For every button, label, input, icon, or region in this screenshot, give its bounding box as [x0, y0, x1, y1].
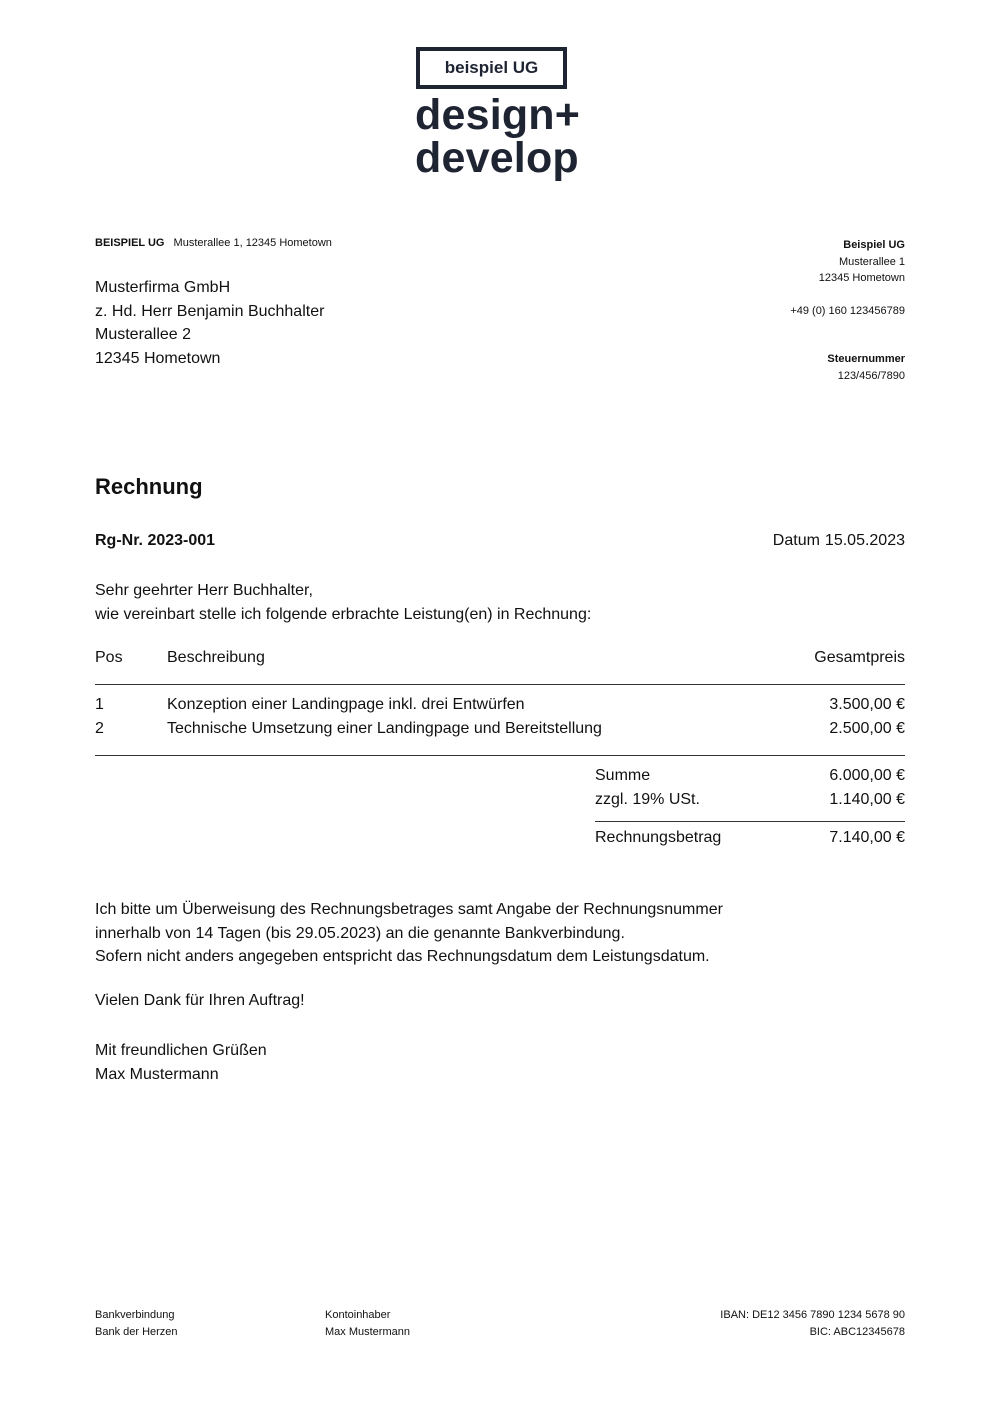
- sum-value: 6.000,00 €: [829, 767, 905, 784]
- logo-line-1: design+: [415, 91, 581, 139]
- footer-account: [720, 1307, 905, 1340]
- header-description: Beschreibung: [167, 649, 265, 666]
- greeting: [95, 579, 591, 626]
- greeting-line: Sehr geehrter Herr Buchhalter,: [95, 582, 313, 599]
- payment-instructions: [95, 898, 723, 969]
- closing-line: Ich bitte um Überweisung des Rechnungsbetrages samt Angabe der Rechnungsnummer: [95, 901, 723, 918]
- iban: IBAN: DE12 3456 7890 1234 5678 90: [720, 1309, 905, 1321]
- signature-name: Max Mustermann: [95, 1065, 219, 1083]
- sender-address: Musterallee 1, 12345 Hometown: [173, 237, 332, 249]
- sender-return-line: [95, 237, 332, 249]
- table-header: [95, 649, 905, 673]
- sender-company: BEISPIEL UG: [95, 237, 165, 249]
- recipient-line: z. Hd. Herr Benjamin Buchhalter: [95, 302, 325, 320]
- holder-label: Kontoinhaber: [325, 1309, 391, 1321]
- totals-divider: [595, 821, 905, 822]
- thanks-line: Vielen Dank für Ihren Auftrag!: [95, 992, 305, 1009]
- footer-bank: [95, 1307, 178, 1340]
- closing-line: innerhalb von 14 Tagen (bis 29.05.2023) an die genannte Bankverbindung.: [95, 924, 625, 942]
- sum-label: Summe: [595, 767, 651, 784]
- company-info: [790, 237, 905, 384]
- total-label: Rechnungsbetrag: [595, 829, 722, 846]
- row-price: 3.500,00 €: [829, 696, 905, 713]
- recipient-address: [95, 276, 324, 370]
- recipient-line: Musterallee 2: [95, 326, 192, 343]
- row-description: Technische Umsetzung einer Landingpage und Bereitstellung: [167, 720, 602, 737]
- vat-value: 1.140,00 €: [829, 791, 905, 808]
- invoice-date: [773, 532, 905, 550]
- company-street: Musterallee 1: [838, 255, 905, 268]
- logo-box-text: beispiel UG: [444, 58, 539, 77]
- date-label: Datum: [772, 532, 820, 549]
- row-description: Konzeption einer Landingpage inkl. drei Entwürfen: [167, 696, 525, 713]
- table-bottom-divider: [95, 755, 905, 756]
- header-price: Gesamtpreis: [814, 649, 905, 666]
- tax-label: Steuernummer: [827, 353, 905, 365]
- document-title: Rechnung: [95, 474, 203, 499]
- total-value: 7.140,00 €: [829, 829, 905, 846]
- vat-row: [595, 791, 905, 815]
- logo-wordmark: [415, 91, 655, 182]
- sum-row: [595, 767, 905, 791]
- recipient-line: 12345 Hometown: [95, 349, 221, 367]
- signature-block: [95, 1039, 267, 1086]
- company-name: Beispiel UG: [843, 239, 905, 251]
- row-pos: 2: [95, 720, 104, 737]
- bic: BIC: ABC12345678: [809, 1325, 905, 1338]
- bank-name: Bank der Herzen: [95, 1325, 178, 1338]
- row-price: 2.500,00 €: [829, 720, 905, 737]
- greeting-line: wie vereinbart stelle ich folgende erbrachte Leistung(en) in Rechnung:: [95, 605, 592, 623]
- logo-box: [416, 47, 567, 89]
- table-row: [95, 696, 905, 719]
- row-pos: 1: [95, 696, 104, 713]
- vat-label: zzgl. 19% USt.: [595, 791, 700, 808]
- date-value: 15.05.2023: [824, 532, 905, 549]
- table-header-divider: [95, 684, 905, 685]
- invoice-number: Rg-Nr. 2023-001: [95, 532, 216, 549]
- company-phone: +49 (0) 160 123456789: [790, 304, 905, 317]
- header-pos: Pos: [95, 649, 123, 666]
- logo-line-2: develop: [415, 134, 579, 182]
- closing-line: Sofern nicht anders angegeben entspricht das Rechnungsdatum dem Leistungsdatum.: [95, 948, 710, 965]
- regards-line: Mit freundlichen Grüßen: [95, 1042, 267, 1059]
- table-row: [95, 720, 905, 743]
- company-city: 12345 Hometown: [818, 272, 905, 284]
- footer-holder: [325, 1307, 410, 1340]
- total-row: [595, 829, 905, 853]
- tax-number: 123/456/7890: [837, 369, 905, 382]
- holder-name: Max Mustermann: [325, 1325, 410, 1338]
- recipient-line: Musterfirma GmbH: [95, 279, 231, 296]
- bank-label: Bankverbindung: [95, 1309, 175, 1321]
